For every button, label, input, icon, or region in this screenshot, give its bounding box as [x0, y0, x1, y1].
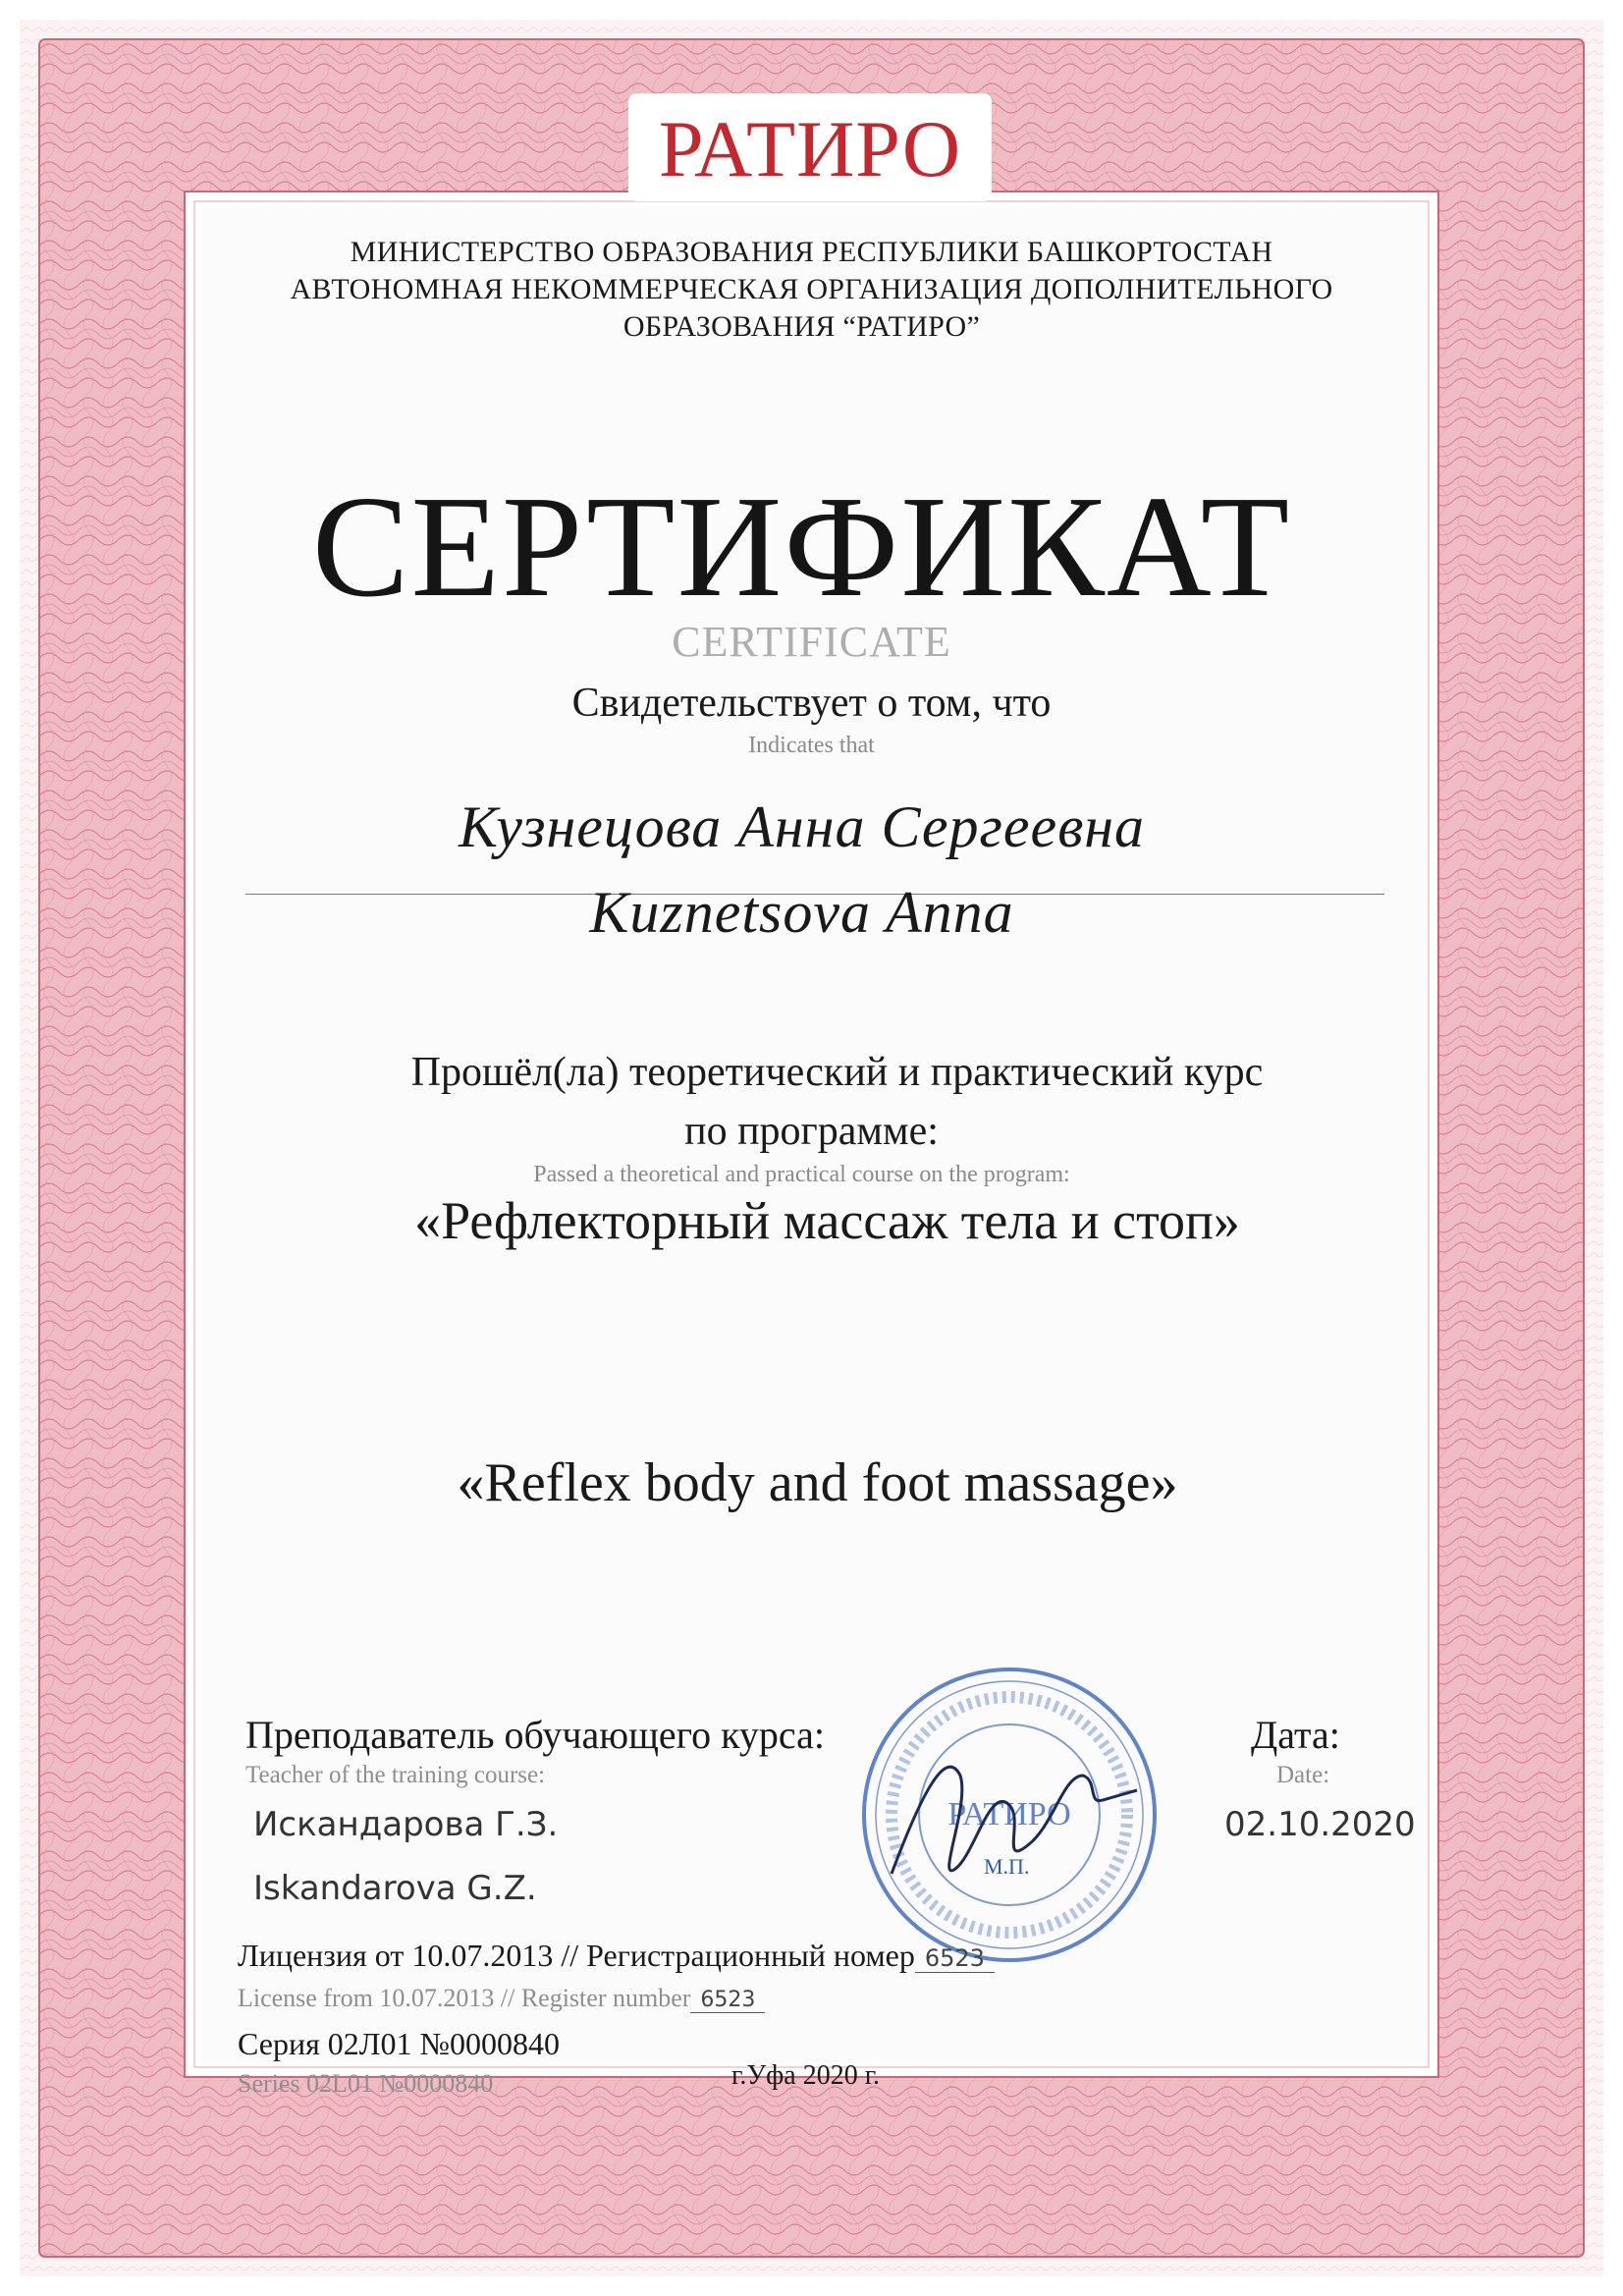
program-title-en: «Reflex body and foot massage» — [457, 1452, 1178, 1513]
recipient-name-en: Kuznetsova Anna — [589, 880, 1014, 945]
teacher-name-ru: Искандарова Г.З. — [253, 1805, 559, 1844]
register-number-en: 6523 — [690, 1988, 765, 2013]
teacher-name-en: Iskandarova G.Z. — [253, 1869, 537, 1908]
series-en: Series 02L01 №0000840 — [238, 2069, 494, 2098]
program-title-ru: «Рефлекторный массаж тела и стоп» — [414, 1191, 1240, 1250]
date-value: 02.10.2020 — [1224, 1805, 1416, 1844]
license-ru-text: Лицензия от 10.07.2013 // Регистрационный номер — [238, 1938, 915, 1973]
recipient-name-ru: Кузнецова Анна Сергеевна — [459, 794, 1145, 859]
certificate-title: СЕРТИФИКАТ — [311, 466, 1292, 628]
logo — [628, 93, 992, 201]
series-ru: Серия 02Л01 №0000840 — [238, 2026, 561, 2061]
teacher-label-en: Teacher of the training course: — [245, 1762, 546, 1788]
intro-en: Indicates that — [748, 733, 875, 758]
license-en — [238, 1984, 765, 2013]
license-ru — [238, 1938, 995, 1974]
passed-ru-line-1: Прошёл(ла) теоретический и практический курс — [410, 1050, 1264, 1095]
license-en-text: License from 10.07.2013 // Register number — [238, 1984, 691, 2012]
certificate-title-en: CERTIFICATE — [672, 618, 951, 666]
round-stamp — [852, 1658, 1166, 1972]
ministry-line-3: ОБРАЗОВАНИЯ “РАТИРО” — [622, 310, 981, 343]
register-number-ru: 6523 — [915, 1944, 995, 1973]
stamp-center-text: РАТИРО — [947, 1796, 1071, 1832]
passed-en: Passed a theoretical and practical course on the program: — [533, 1162, 1070, 1187]
teacher-label-ru: Преподаватель обучающего курса: — [245, 1713, 826, 1757]
date-label-en: Date: — [1276, 1762, 1330, 1788]
city-year: г.Уфа 2020 г. — [731, 2060, 881, 2091]
ministry-line-1: МИНИСТЕРСТВО ОБРАЗОВАНИЯ РЕСПУБЛИКИ БАШКОРТОСТАН — [350, 236, 1273, 268]
date-label-ru: Дата: — [1251, 1713, 1340, 1757]
logo-text: РАТИРО — [658, 104, 962, 193]
intro-ru: Свидетельствует о том, что — [571, 681, 1052, 726]
ministry-line-2: АВТОНОМНАЯ НЕКОММЕРЧЕСКАЯ ОРГАНИЗАЦИЯ ДОПОЛНИТЕЛЬНОГО — [290, 273, 1333, 305]
stamp-initials: М.П. — [984, 1854, 1030, 1879]
passed-ru-line-2: по программе: — [684, 1109, 939, 1154]
